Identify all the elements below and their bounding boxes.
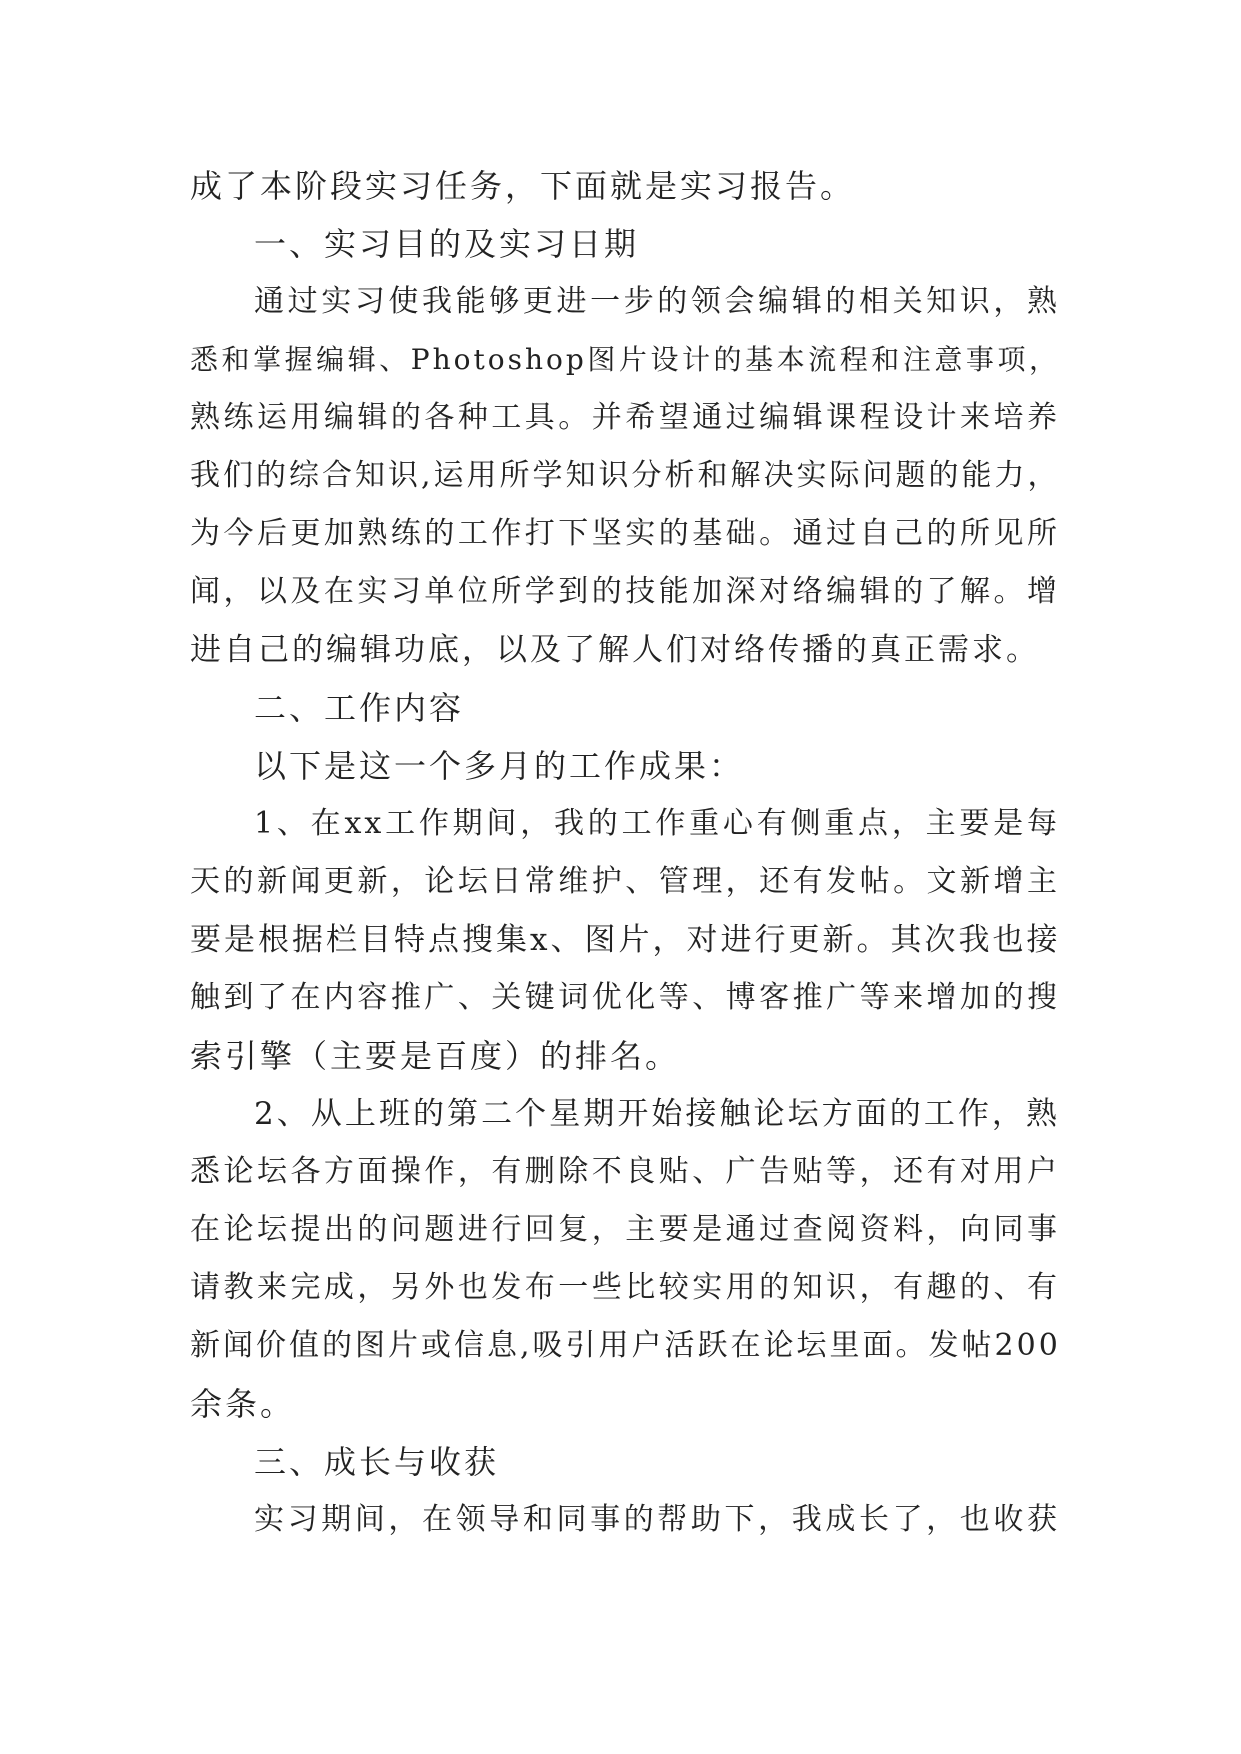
text-line: 以下是这一个多月的工作成果： xyxy=(254,747,745,785)
text-line: 三、成长与收获 xyxy=(254,1443,500,1481)
text-line: 在论坛提出的问题进行回复，主要是通过查阅资料，向同事 xyxy=(190,1212,1060,1247)
text-line: 新闻价值的图片或信息,吸引用户活跃在论坛里面。发帖200 xyxy=(190,1328,1061,1363)
text-line: 1、在xx工作期间，我的工作重心有侧重点，主要是每 xyxy=(254,806,1060,841)
text-line: 请教来完成，另外也发布一些比较实用的知识，有趣的、有 xyxy=(190,1270,1060,1305)
text-line: 触到了在内容推广、关键词优化等、博客推广等来增加的搜 xyxy=(190,980,1060,1015)
text-line: 余条。 xyxy=(190,1385,296,1423)
text-line: 闻，以及在实习单位所学到的技能加深对络编辑的了解。增 xyxy=(190,574,1060,609)
text-line: 二、工作内容 xyxy=(254,689,465,727)
document-body xyxy=(190,157,1060,1549)
text-line: 索引擎（主要是百度）的排名。 xyxy=(190,1037,681,1075)
text-line: 熟练运用编辑的各种工具。并希望通过编辑课程设计来培养 xyxy=(190,400,1060,435)
text-line: 要是根据栏目特点搜集x、图片，对进行更新。其次我也接 xyxy=(190,922,1061,958)
text-line: 通过实习使我能够更进一步的领会编辑的相关知识，熟 xyxy=(254,284,1060,319)
text-line: 我们的综合知识,运用所学知识分析和解决实际问题的能力， xyxy=(190,458,1061,493)
text-line: 成了本阶段实习任务，下面就是实习报告。 xyxy=(190,167,856,205)
text-line: 实习期间，在领导和同事的帮助下，我成长了，也收获 xyxy=(254,1502,1060,1537)
text-line: 悉论坛各方面操作，有删除不良贴、广告贴等，还有对用户 xyxy=(190,1154,1060,1189)
text-line: 悉和掌握编辑、Photoshop图片设计的基本流程和注意事项， xyxy=(190,343,1060,376)
text-line: 天的新闻更新，论坛日常维护、管理，还有发帖。文新增主 xyxy=(190,864,1060,899)
text-line: 2、从上班的第二个星期开始接触论坛方面的工作，熟 xyxy=(254,1096,1060,1132)
text-line: 一、实习目的及实习日期 xyxy=(254,225,640,263)
text-line: 为今后更加熟练的工作打下坚实的基础。通过自己的所见所 xyxy=(190,516,1060,551)
text-line: 进自己的编辑功底，以及了解人们对络传播的真正需求。 xyxy=(190,632,1040,668)
